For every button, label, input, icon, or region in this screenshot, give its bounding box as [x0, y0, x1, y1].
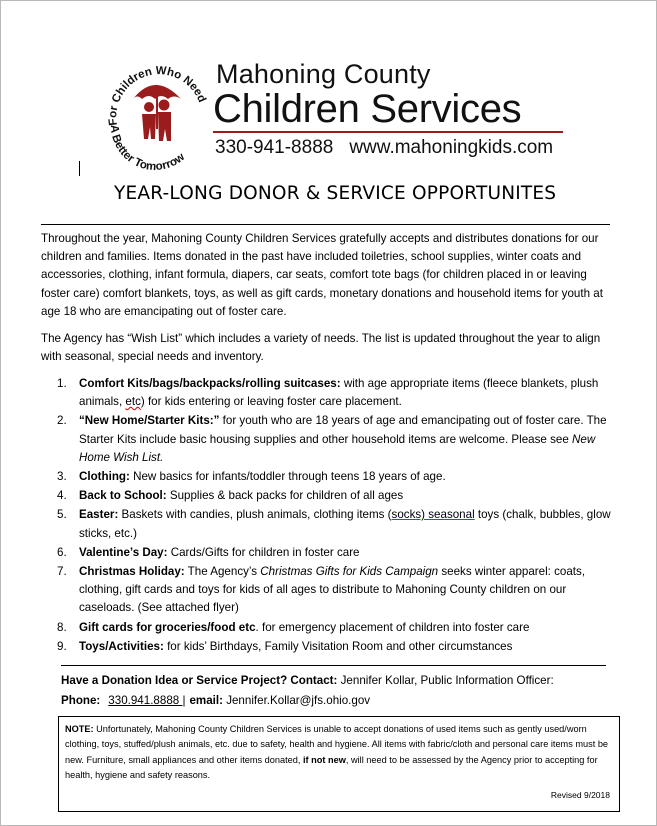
list-item: 7. Christmas Holiday: The Agency’s Christmas Gifts for Kids Campaign seeks winter apparel: coats, clothing, gift cards and toys for kids of all ages to distribute to Mahoning County children on our caseloads. (See attached flyer) — [57, 565, 586, 615]
agency-name-line1: Mahoning County — [216, 59, 431, 89]
list-item: 2. “New Home/Starter Kits:” for youth who are 18 years of age and emancipating out of foster care. The Starter Kits include basic housing supplies and other household items are welcome. Please see New Home Wish List. — [57, 414, 607, 464]
title-divider — [41, 224, 610, 225]
item-label: Christmas Holiday: — [79, 565, 185, 579]
list-item: 1. Comfort Kits/bags/backpacks/rolling suitcases: with age appropriate items (fleece blankets, plush animals, etc) for kids entering or leaving foster care placement. — [57, 377, 599, 409]
item-label: Easter: — [79, 508, 119, 522]
item-label: Comfort Kits/bags/backpacks/rolling suitcases: — [79, 377, 341, 390]
item-label: Back to School: — [79, 489, 167, 503]
phone-email-line — [61, 691, 621, 711]
revised-date: Revised 9/2018 — [550, 789, 610, 800]
page-title: YEAR-LONG DONOR & SERVICE OPPORTUNITES — [114, 183, 557, 204]
donation-items-list — [41, 375, 619, 657]
contact-section — [61, 671, 621, 711]
agency-seal-logo — [97, 59, 213, 171]
agency-phone: 330-941-8888 — [215, 137, 334, 158]
list-item: 8. Gift cards for groceries/food etc. for emergency placement of children into foster care — [57, 620, 530, 634]
list-item: 6. Valentine’s Day: Cards/Gifts for children in foster care — [57, 545, 360, 559]
list-item: 5. Easter: Baskets with candies, plush animals, clothing items (socks) seasonal toys (chalk, bubbles, glow sticks, etc.) — [57, 508, 611, 540]
email-label: email: — [189, 694, 223, 707]
text-cursor — [79, 161, 80, 176]
contact-divider — [61, 665, 606, 666]
item-label: Valentine’s Day: — [79, 545, 168, 559]
agency-name-line2: Children Services — [213, 87, 522, 131]
logo-divider — [213, 131, 563, 133]
phone-number[interactable]: 330.941.8888 | — [108, 694, 186, 707]
intro-paragraph: Throughout the year, Mahoning County Children Services gratefully accepts and distributes donations for our children and families. Items donated in the past have included toiletries, school supplies, winter coats and accessories, clothing, infant formula, diapers, car seats, comfort tote bags (for children placed in or leaving foster care) comfort blankets, toys, as well as gift cards, monetary donations and household items for youth at age 18 who are emancipating out of foster care. — [41, 232, 603, 318]
note-emphasis: if not new — [303, 754, 346, 765]
agency-contact-line — [215, 137, 553, 159]
item-label: “New Home/Starter Kits:” — [79, 414, 220, 428]
email-address[interactable]: Jennifer.Kollar@jfs.ohio.gov — [222, 694, 371, 707]
note-box: NOTE: Unfortunately, Mahoning County Children Services is unable to accept donations of used items such as gently used/worn clothing, toys, stuffed/plush animals, etc. due to safety, health and hygiene. All items with fabric/cloth and personal care items must be new. Furniture, small appliances and other items donated, if not new, will need to be assessed by the Agency prior to accepting for health, hygiene and safety reasons. Revised 9/2018 — [58, 716, 620, 812]
logo-arc-top-text: For Children Who Need — [107, 65, 208, 127]
wish-list-paragraph: The Agency has “Wish List” which includes a variety of needs. The list is updated throughout the year to align with seasonal, special needs and inventory. — [41, 332, 601, 364]
phone-label: Phone: — [61, 694, 101, 707]
list-item: 3. Clothing: New basics for infants/toddler through teens 18 years of age. — [57, 470, 446, 484]
contact-person: Jennifer Kollar, Public Information Officer: — [337, 674, 554, 687]
agency-website: www.mahoningkids.com — [349, 137, 554, 158]
contact-prompt: Have a Donation Idea or Service Project? Contact: — [61, 674, 338, 687]
list-item: 9. Toys/Activities: for kids’ Birthdays, Family Visitation Room and other circumstances — [57, 639, 513, 653]
item-label: Toys/Activities: — [79, 639, 164, 653]
item-label: Gift cards for groceries/food etc — [79, 620, 256, 634]
contact-line — [61, 671, 621, 691]
logo-arc-bottom-text: A Better Tomorrow — [107, 124, 188, 171]
item-label: Clothing: — [79, 470, 130, 484]
note-label: NOTE: — [65, 724, 94, 734]
list-item: 4. Back to School: Supplies & back packs for children of all ages — [57, 489, 404, 503]
